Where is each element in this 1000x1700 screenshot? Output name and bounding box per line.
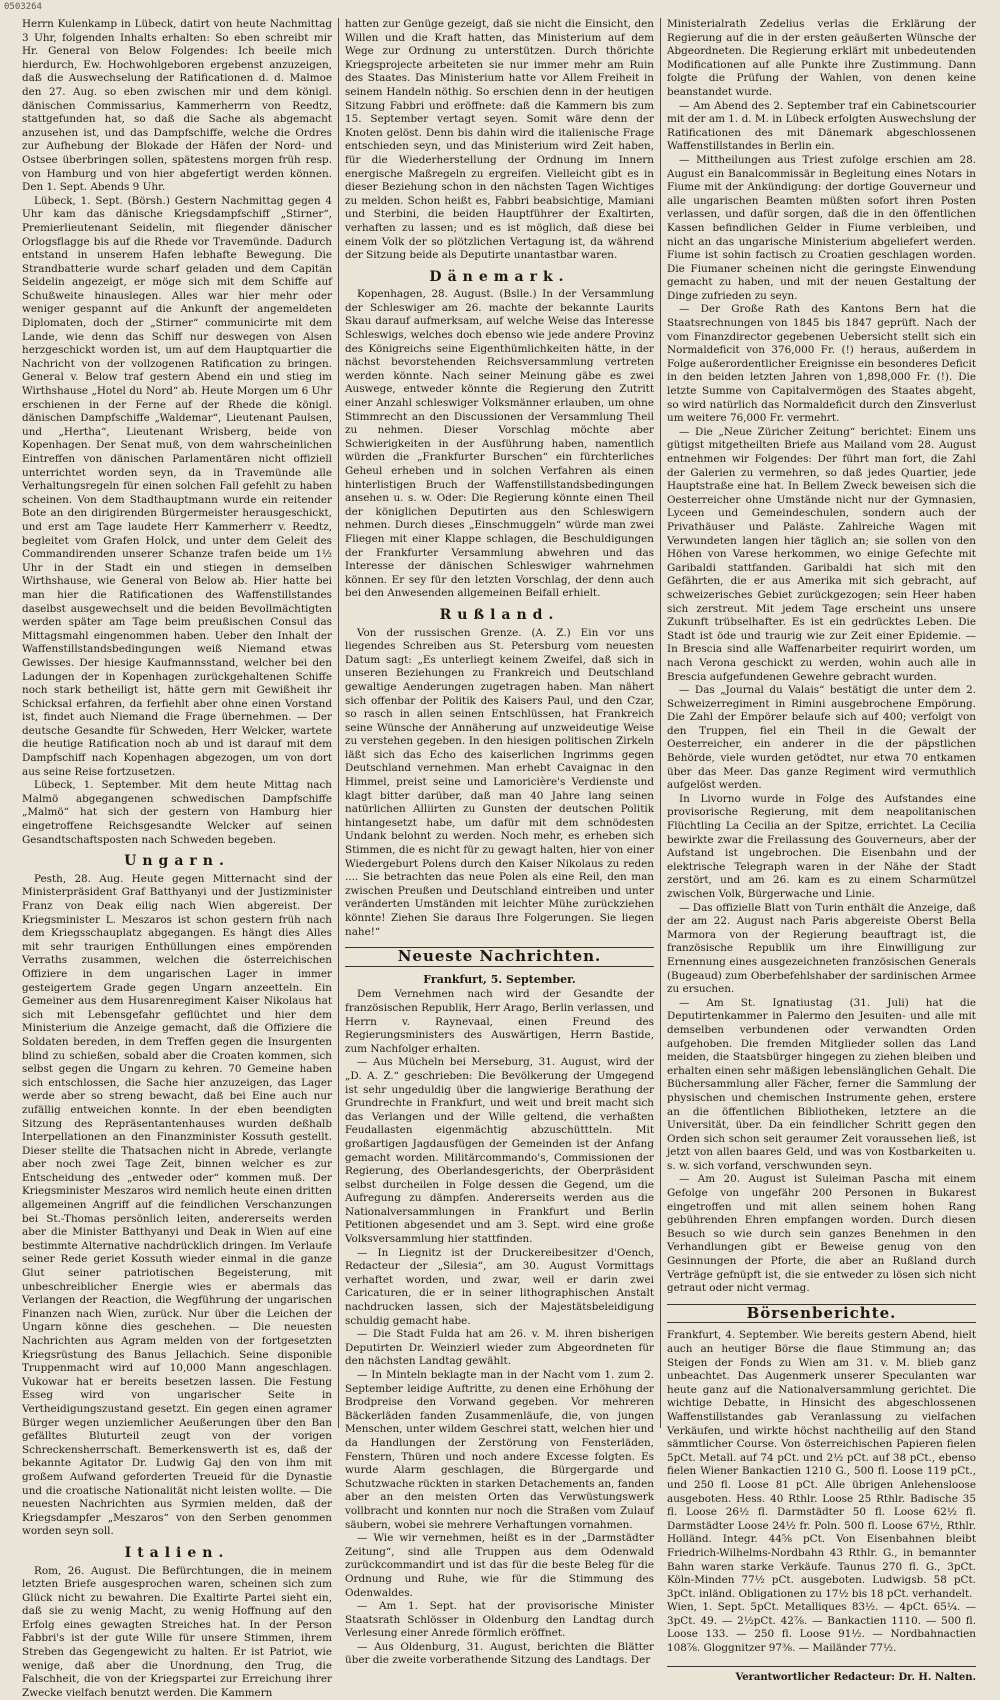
dateline: Frankfurt, 5. September. (345, 973, 654, 987)
article-text: — Das offizielle Blatt von Turin enthält die Anzeige, daß der am 22. August nach Paris abgereiste Oberst Bella Marmora von der Regierung beauftragt ist, die französische Republik um ihre Einwilligung zur Ernennung eines ausgezeichneten französischen Generals (Bugeaud) zum Oberbefehlshaber der sardinischen Armee zu ersuchen. (667, 902, 976, 997)
article-text: Von der russischen Grenze. (A. Z.) Ein vor uns liegendes Schreiben aus St. Petersburg vom neuesten Datum sagt: „Es unterliegt keinem Zweifel, daß sich in unseren Beziehungen zu Frankreich und Deutschland gewaltige Aenderungen zugetragen haben. Man nähert sich offenbar der Politik des Kaisers Paul, und den Czar, so rasch in allen seinen Entschlüssen, hat Frankreich seine Wünsche der Annäherung auf unzweideutige Weise zu verstehen gegeben. In den hiesigen politischen Zirkeln läßt sich das Echo des kaiserlichen Ingrimms gegen Deutschland vernehmen. Man erhebt Cavaignac in den Himmel, preist seine und Lamoricière's Verdienste und klagt bitter darüber, daß man 40 Jahre lang seinen natürlichen Alliirten zu Gunsten der deutschen Politik hintangesetzt habe, um dafür mit dem schnödesten Undank belohnt zu werden. Noch mehr, es erheben sich Stimmen, die es nicht für zu gewagt halten, hier von einer Wiedergeburt Polens durch den Kaiser Nikolaus zu reden .... Sie betrachten das neue Polen als eine Reil, den man zwischen Preußen und Deutschland eintreiben und unter veränderten Umständen mit leichter Mühe zurückziehen könnte! Ziehen Sie daraus Ihre Folgerungen. Sie liegen nahe!“ (345, 627, 654, 940)
article-text: — In Minteln beklagte man in der Nacht vom 1. zum 2. September leidige Auftritte, zu denen eine Erhöhung der Brodpreise den Vorwand gegeben. Vor mehreren Bäckerläden fanden Zusammenläufe, die, von jungen Menschen, unter wildem Geschrei statt, welchen hier und da Handlungen der Zerstörung von Fensterläden, Fenstern, Thüren und noch andere Excesse folgten. Es wurde Alarm geschlagen, die Bürgergarde und Schutzwache rückten in starken Detachements an, fanden aber an den meisten Orten das Verwüstungswerk vollbracht und konnten nur noch die Straßen vom Zulauf säubern, wobei sie mehrere Verhaftungen vornahmen. (345, 1369, 654, 1532)
columns (16, 18, 984, 1428)
article-text: — In Liegnitz ist der Druckereibesitzer d'Oench, Redacteur der „Silesia“, am 30. August Vormittags verhaftet worden, und zwar, weil er darin zwei Caricaturen, die er in seiner lithographischen Anstalt nachdrucken lassen, sich der Majestätsbeleidigung schuldig gemacht habe. (345, 1247, 654, 1329)
article-text: — Am Abend des 2. September traf ein Cabinetscourier mit der am 1. d. M. in Lübeck erfolgten Auswechslung der Ratificationen des mit Dänemark abgeschlossenen Waffenstillstandes in Berlin ein. (667, 100, 976, 154)
section-heading-boersenberichte: Börsenberichte. (667, 1304, 976, 1324)
market-report-wien: Wien, 1. Sept. 5pCt. Metalliques 83½. — 4pCt. 65¼. — 3pCt. 49. — 2½pCt. 42⅞. — Bankactien 1110. — 500 fl. Loose 133. — 250 fl. Loose 91½. — Nordbahnactien 108⅞. Gloggnitzer 97⅜. — Mailänder 77½. (667, 1601, 976, 1655)
section-heading-ungarn: Ungarn. (22, 855, 332, 869)
market-reports (667, 1329, 976, 1655)
article-text: Rom, 26. August. Die Befürchtungen, die in meinem letzten Briefe ausgesprochen waren, scheinen sich zum Glück nicht zu bewahren. Die Exaltirte Partei sieht ein, daß sie zu wenig Macht, zu wenig Hoffnung auf den Erfolg eines gewagten Streiches hat. In der Person Fabbri's ist der gute Wille für unsere Stimmen, ihrem Streben das Gegengewicht zu halten. Er ist Patriot, wie wenige, daß aber die Unordnung, den Trug, die Falschheit, die von der Kriegspartei zur Erreichung ihrer Zwecke vielfach benutzt werden. Die Kammern (22, 1565, 332, 1700)
section-heading-neueste: Neueste Nachrichten. (345, 947, 654, 967)
article-text: Ministerialrath Zedelius verlas die Erklärung der Regierung auf die in der ersten geäußerten Wünsche der Abgeordneten. Die Regierung erklärt mit unbedeutenden Modificationen auf alle Punkte ihre Zustimmung. Dann folgte die Prüfung der Wahlen, von denen keine beanstandet wurde. (667, 18, 976, 100)
article-text: — Am 1. Sept. hat der provisorische Minister Staatsrath Schlösser in Oldenburg den Landtag durch Verlesung einer Anrede förmlich eröffnet. (345, 1600, 654, 1641)
article-text: — Aus Oldenburg, 31. August, berichten die Blätter über die zweite vorberathende Sitzung des Landtags. Der (345, 1641, 654, 1668)
section-heading-italien: Italien. (22, 1547, 332, 1561)
article-text: Pesth, 28. Aug. Heute gegen Mitternacht sind der Ministerpräsident Graf Batthyanyi und der Justizminister Franz von Deak eilig nach Wien abgereist. Der Kriegsminister L. Meszaros ist schon gestern früh nach dem Kriegsschauplatz abgegangen. Es hängt dies Alles mit sehr traurigen Enthüllungen eines empörenden Verraths zusammen, welchen die österreichischen Offiziere in dem ungarischen Lager in immer gesteigertem Grade gegen Ungarn anzeetteln. Ein Gemeiner aus dem Husarenregiment Kaiser Nikolaus hat sich mit Lebensgefahr geflüchtet und hier dem Ministerium die Anzeige gemacht, daß die Offiziere die Soldaten bereden, in dem Treffen gegen die Insurgenten blind zu schießen, sobald aber die Croaten kommen, sich selbst gegen die Ungarn zu kehren. 70 Gemeine haben sich entschlossen, die Sache hier anzuzeigen, das Lager werde aber so streng bewacht, daß bei Eine auch nur zufällig entweichen konnte. In der eben beendigten Sitzung des Repräsentantenhauses wurden deßhalb Interpellationen an den Finanzminister Kossuth gestellt. Dieser stellte die Thatsachen nicht in Abrede, verlangte aber noch zwei Tage Zeit, binnen welcher es zur Entscheidung des „entweder oder“ kommen muß. Der Kriegsminister Meszaros wird nemlich heute einen dritten allgemeinen Angriff auf die feindlichen Verschanzungen bei St.-Thomas persönlich leiten, andererseits werden aber die Minister Batthyanyi und Deak in Wien auf eine bestimmte Alternative nachdrücklich dringen. Im Verlaufe seiner Rede geriet Kossuth wieder einmal in die ganze Glut seiner patriotischen Begeisterung, mit unbeschreiblicher Energie wies er abermals das Verlangen der Reaction, die Wegführung der ungarischen Finanzen nach Wien, zurück. Nur über die Leichen der Ungarn könne dies geschehen. — Die neuesten Nachrichten aus Agram melden von der fortgesetzten Kriegsrüstung des Banus Jellachich. Seine disponible Truppenmacht wird auf 10,000 Mann angeschlagen. Vukowar hat er bereits besetzen lassen. Die Festung Esseg wird von ungarischer Seite in Vertheidigungszustand gesetzt. Ein gegen einen agramer Bürger wegen unziemlicher Aeußerungen über den Ban gefälltes Bluturteil zeugt von der vorigen Schreckensherrschaft. Bemerkenswerth ist es, daß der bekannte Agitator Dr. Ludwig Gaj den von ihm mit großem Aufwand geforderten Treueid für die Dynastie und die croatische Nationalität nicht leisten wollte. — Die neuesten Nachrichten aus Syrmien melden, daß der Kriegsdampfer „Meszaros“ von den Serben genommen worden seyn soll. (22, 873, 332, 1539)
article-text: Kopenhagen, 28. August. (Bslle.) In der Versammlung der Schleswiger am 26. machte der bekannte Laurits Skau darauf aufmerksam, auf welche Weise das Interesse Schleswigs, welches doch ebenso wie jede andere Provinz des Königreichs seine Eigenthümlichkeiten hätte, in der nächst bevorstehenden Reichsversammlung vertreten werden könnte. Nach seiner Meinung gäbe es zwei Auswege, entweder könnte die Regierung den Zutritt einer Anzahl schleswiger Volksmänner erlauben, um ohne Stimmrecht an den Discussionen der Versammlung Theil zu nehmen. Dieser Vorschlag möchte aber Schwierigkeiten in der Ausführung haben, namentlich würden die „Frankfurter Burschen“ ein fürchterliches Geheul erheben und in solchen Verfahren als einen hinterlistigen Bruch der Waffenstillstandsbedingungen ansehen u. s. w. Oder: Die Regierung könnte einen Theil der königlichen Deputirten aus den Schleswigern nehmen. Durch dieses „Einschmuggeln“ würde man zwei Fliegen mit einer Klappe schlagen, die Beschuldigungen der Frankfurter Versammlung abwehren und das Interesse der dänischen Schleswiger wahrnehmen können. Er sey für den letzten Vorschlag, der denn auch bei den Anwesenden allgemeinen Beifall erhielt. (345, 288, 654, 601)
article-text: hatten zur Genüge gezeigt, daß sie nicht die Einsicht, den Willen und die Kraft hatten, das Ministerium auf dem Wege zur Ordnung zu unterstützen. Durch thörichte Kriegsprojecte arbeiteten sie nur immer mehr am Ruin des Staates. Das Ministerium hatte vor Allem Freiheit in seinem Handeln nöthig. So erschien denn in der heutigen Sitzung Fabbri und eröffnete: daß die Kammern bis zum 15. September vertagt seyen. Somit wäre denn der Knoten gelöst. Denn bis dahin wird die italienische Frage entschieden seyn, und das Ministerium wird Zeit haben, für die Wiederherstellung der Ordnung im Innern energische Maßregeln zu ergreifen. Vielleicht gibt es in dieser Beziehung schon in den nächsten Tagen Wichtiges zu melden. Schon heißt es, Fabbri beabsichtige, Mamiani und Sterbini, die beiden Hauptführer der Exaltirten, verhaften zu lassen; und es ist möglich, daß diese bei einem Volk der so plötzlichen Vertagung ist, da während der Sitzung beide als Deputirte unantastbar waren. (345, 18, 654, 263)
article-text: — Wie wir vernehmen, heißt es in der „Darmstädter Zeitung“, sind alle Truppen aus dem Odenwald zurückcommandirt und ist das für die beste Beleg für die Ordnung und Ruhe, wie für die Stimmung des Odenwaldes. (345, 1532, 654, 1600)
article-text: — Die „Neue Züricher Zeitung“ berichtet: Einem uns gütigst mitgetheilten Briefe aus Mailand vom 28. August entnehmen wir Folgendes: Der führt man fort, die Zahl der Galerien zu vermehren, so daß jedes Quartier, jede Hauptstraße eine hat. In Bellem Zweck beweisen sich die Oesterreicher ohne Umstände nicht nur der Gymnasien, Lyceen und Gemeindeschulen, sondern auch der Privathäuser und Paläste. Zahlreiche Wagen mit Verwundeten langen hier täglich an; sie sollen von den Höhen von Varese herkommen, wo einige Gefechte mit Garibaldi stattfanden. Garibaldi hat sich mit den Gefährten, die er aus Amerika mit sich gebracht, auf schweizerisches Gebiet zurückgezogen; sein Heer haben sich zerstreut. Mit jedem Tage erscheint uns unsere Zukunft trübselhafter. Es ist ein gedrücktes Leben. Die Stadt ist öde und traurig wie zur Zeit einer Epidemie. — In Brescia sind alle Waffenarbeiter requirirt worden, um nach Verona geschickt zu werden, wohin auch alle in Brescia aufgefundenen Gewehre gebracht wurden. (667, 426, 976, 684)
article-text: — Mittheilungen aus Triest zufolge erschien am 28. August ein Banalcommissär in Begleitung eines Notars in Fiume mit der Ankündigung: der dortige Gouverneur und alle ungarischen Beamten müßten sofort ihren Posten verlassen, und dafür sorgen, daß die in den öffentlichen Kassen befindlichen Gelder in Fiume verbleiben, und nicht an das ungarische Ministerium abgeliefert werden. Fiume ist sohin factisch zu Croatien geschlagen worden. Die Fiumaner scheinen nicht die geringste Einwendung gemacht zu haben, und mit der neuen Gestaltung der Dinge zufrieden zu seyn. (667, 154, 976, 304)
section-heading-daenemark: Dänemark. (345, 271, 654, 285)
article-text: — Die Stadt Fulda hat am 26. v. M. ihren bisherigen Deputirten Dr. Weinzierl wieder zum Abgeordneten für den nächsten Landtag gewählt. (345, 1328, 654, 1369)
article-text: — Das „Journal du Valais“ bestätigt die unter dem 2. Schweizerregiment in Rimini ausgebrochene Empörung. Die Zahl der Empörer belaufe sich auf 400; verfolgt von den Truppen, fiel ein Theil in die Gewalt der Oesterreicher, ein anderer in die der päpstlichen Behörde, viele wurden getödtet, nur etwa 70 entkamen über das Meer. Das ganze Regiment wird vermuthlich aufgelöst werden. (667, 684, 976, 793)
article-text: — Am 20. August ist Suleiman Pascha mit einem Gefolge von ungefähr 200 Personen in Bukarest eingetroffen und mit allen seinem hohen Rang gebührenden Ehren empfangen worden. Durch diesen Besuch so wie durch sein ganzes Benehmen in den Verhandlungen gibt er Beweise genug von den Gesinnungen der Pforte, die aber an Rußland durch Verträge gefnüpft ist, die sie entweder zu lösen sich nicht getraut oder nicht vermag. (667, 1173, 976, 1295)
article-text: Lübeck, 1. September. Mit dem heute Mittag nach Malmö abgegangenen schwedischen Dampfschiffe „Malmö“ hat sich der gestern von Hamburg hier eingetroffene Reichsgesandte Welcker auf seinen Gesandtschaftsposten nach Schweden begeben. (22, 779, 332, 847)
article-text: In Livorno wurde in Folge des Aufstandes eine provisorische Regierung, mit dem neapolitanischen Flüchtling La Cecilia an der Spitze, errichtet. La Cecilia bewirkte zwar die Freilassung des Gouverneurs, aber der Aufstand ist ungebrochen. Die Eisenbahn und der elektrische Telegraph waren in der Nähe der Stadt zerstört, und am 26. kam es zu einem Scharmützel zwischen Volk, Bürgerwache und Linie. (667, 793, 976, 902)
article-text: — Aus Mücheln bei Merseburg, 31. August, wird der „D. A. Z.“ geschrieben: Die Bevölkerung der Umgegend ist sehr ungeduldig über die langwierige Berathung der Grundrechte in Frankfurt, und weit und breit macht sich das Verlangen und der Wille geltend, die verhaßten Feudallasten eigenmächtig abzuschüttteln. Mit großartigen Jagdausfügen der Gemeinden ist der Anfang gemacht worden. Militärcommando's, Commissionen der Regierung, des Oberlandesgerichts, der Oberpräsident selbst durcheilen in Folge dessen die Gegend, um die Aufregung zu dämpfen. Andererseits werden aus die Nationalversammlungen in Frankfurt und Berlin Petitionen abgesendet und am 3. Sept. wird eine große Volksversammlung hier stattfinden. (345, 1056, 654, 1246)
column-2 (338, 18, 660, 1428)
page-id-label: 0503264 (4, 2, 42, 12)
market-report-frankfurt: Frankfurt, 4. September. Wie bereits gestern Abend, hielt auch an heutiger Börse die flaue Stimmung an; das Steigen der Fonds zu Wien am 31. v. M. blieb ganz unbeachtet. Das Augenmerk unserer Speculanten war heute ganz auf die Nationalversammlung gerichtet. Die wichtige Debatte, in Hinsicht des abgeschlossenen Waffenstillstandes gab Veranlassung zu vielfachen Verkäufen, und wirkte höchst nachtheilig auf den Stand sämmtlicher Course. Von österreichischen Papieren fielen 5pCt. Metall. auf 74 pCt. und 2½ pCt. auf 38 pCt., ebenso fielen Wiener Bankactien 1210 G., 500 fl. Loose 119 pCt., und 250 fl. Loose 81 pCt. Alle übrigen Anlehensloose ausgeboten. Hess. 40 Rthlr. Loose 25 Rthlr. Badische 35 fl. Loose 26½ fl. Darmstädter 50 fl. Loose 62½ fl. Darmstädter Loose 24½ fr. Poln. 500 fl. Loose 67½, Rthlr. Holländ. Integr. 44⅝ pCt. Von Eisenbahnen bleibt Friedrich-Wilhelms-Nordbahn 43 Rthlr. G., in bemannter Bahn waren starke Verkäufe. Taunus 270 fl. G., 3pCt. Köln-Minden 77½ pCt. ausgeboten. Ludwigsb. 58 pCt. 3pCt. inländ. Obligationen zu 17½ bis 18 pCt. verhandelt. (667, 1329, 976, 1601)
editor-footer: Verantwortlicher Redacteur: Dr. H. Nalten. (667, 1666, 976, 1685)
article-text: Dem Vernehmen nach wird der Gesandte der französischen Republik, Herr Arago, Berlin verlassen, und Herrn v. Raynevaal, einen Freund des Regierungsministers des Auswärtigen, Herrn Bastide, zum Nachfolger erhalten. (345, 988, 654, 1056)
section-heading-russland: Rußland. (345, 609, 654, 623)
article-text: Herrn Kulenkamp in Lübeck, datirt von heute Nachmittag 3 Uhr, folgenden Inhalts erhalten: So eben schreibt mir Hr. General von Below Folgendes: Ich beeile mich hierdurch, Ew. Hochwohlgeboren ergebenst anzuzeigen, daß die Auswechselung der Ratificationen d. d. Malmoe den 27. Aug. so eben zwischen mir und dem königl. dänischen Commissarius, Kammerherrn von Reedtz, stattgefunden hat, so daß die Sache als abgemacht anzusehen ist, und das Dampfschiffe, welche die Ordres zur Aufhebung der Blokade der Häfen der Nord- und Ostsee überbringen sollen, spätestens morgen früh resp. von Hamburg und von hier abgefertigt werden können. Den 1. Sept. Abends 9 Uhr. (22, 18, 332, 195)
article-text: Lübeck, 1. Sept. (Börsh.) Gestern Nachmittag gegen 4 Uhr kam das dänische Kriegsdampfschiff „Stirner“, Premierlieutenant Seidelin, mit fliegender dänischer Orlogsflagge bis auf die Rhede vor Travemünde. Dadurch entstand in unserem Hafen lebhafte Bewegung. Die Strandbatterie wurde scharf geladen und dem Capitän Seidelin angezeigt, er möge sich mit dem Schiffe auf Schußweite hinauslegen. Alles war hier mehr oder weniger gespannt auf die Ankunft der angemeldeten Diplomaten, doch der „Stirner“ communicirte mit dem Lande, wie denn das Schiff nur deswegen von Alsen herzgeschickt worden ist, um auf dem Hauptquartier die Nachricht von der vollzogenen Ratification zu bringen. General v. Below traf gestern Abend ein und stieg im Wirthshause „Hotel du Nord“ ab. Heute Morgen um 6 Uhr erschienen in der Ferne auf der Rhede die königl. dänischen Dampfschiffe „Waldemar“, Lieutenant Paulsen, und „Hertha“, Lieutenant Wrisberg, beide von Kopenhagen. Der Senat muß, von dem wahrscheinlichen Eintreffen von dänischen Parlamentären nicht offiziell unterrichtet worden seyn, da in Travemünde alle Verhaltungsregeln für einen solchen Fall gefehlt zu haben scheinen. Von dem Stadthauptmann wurde ein reitender Bote an den dirigirenden Bürgermeister herausgeschickt, und erst am Tage laudete Herr Kammerherr v. Reedtz, begleitet vom Grafen Holck, und unter dem Geleit des Commandirenden unserer Schanze trafen beide um 1½ Uhr in der Stadt ein und stiegen in demselben Wirthshause, wie General von Below ab. Hier hatte bei man hier die Ratificationen des Waffenstillstandes daselbst ausgewechselt und die beiden Bevollmächtigten werden später am Tage beim preußischen Consul das Mittagsmahl eingenommen haben. Ueber den Inhalt der Waffenstillstandsbedingungen weiß Niemand etwas Gewisses. Der hiesige Kaufmannsstand, welcher bei den Ladungen der in Kopenhagen zurückgehaltenen Schiffe noch stark betheiligt ist, hätte gern mit Gewißheit ihr Schicksal erfahren, da ferfiehlt aber ohne einen Vorstand ist, findet auch Niemand die Frage übernehmen. — Der deutsche Gesandte für Schweden, Herr Welcker, wartete die heutige Ratification noch ab und ist darauf mit dem Dampfschiff nach Kopenhagen abgezogen, um von dort aus seine Reise fortzusetzen. (22, 195, 332, 780)
article-text: — Der Große Rath des Kantons Bern hat die Staatsrechnungen von 1845 bis 1847 geprüft. Nach der vom Finanzdirector gegebenen Uebersicht stellt sich ein Normaldeficit von 376,000 Fr. (!) heraus, außerdem in Folge außerordentlicher Ereignisse ein besonderes Deficit in den beiden letzten Jahren von 1,898,000 Fr. (!). Die letzte Summe von Capitalvermögen des Staates abgeht, so wird natürlich das Normaldeficit durch den Zinsverlust um weitere 76,000 Fr. vermehrt. (667, 303, 976, 425)
column-3 (660, 18, 982, 1428)
column-1 (16, 18, 338, 1428)
article-text: — Am St. Ignatiustag (31. Juli) hat die Deputirtenkammer in Palermo den Jesuiten- und alle mit demselben verbundenen oder verwandten Orden aufgehoben. Die fremden Mitglieder sollen das Land meiden, die Staatsbürger hingegen zu ziehen bleiben und erhalten einen sehr mäßigen lebenslänglichen Gehalt. Die Büchersammlung aller Fächer, ferner die Sammlung der physischen und chemischen Instrumente gehen, erstere an die öffentlichen Bibliotheken, letztere an die Universität, über. Da ein feindlicher Schritt gegen den Orden sich schon seit geraumer Zeit voraussehen ließ, ist jetzt von allen baares Geld, und was von Kostbarkeiten u. s. w. sich vorfand, verschwunden seyn. (667, 997, 976, 1174)
